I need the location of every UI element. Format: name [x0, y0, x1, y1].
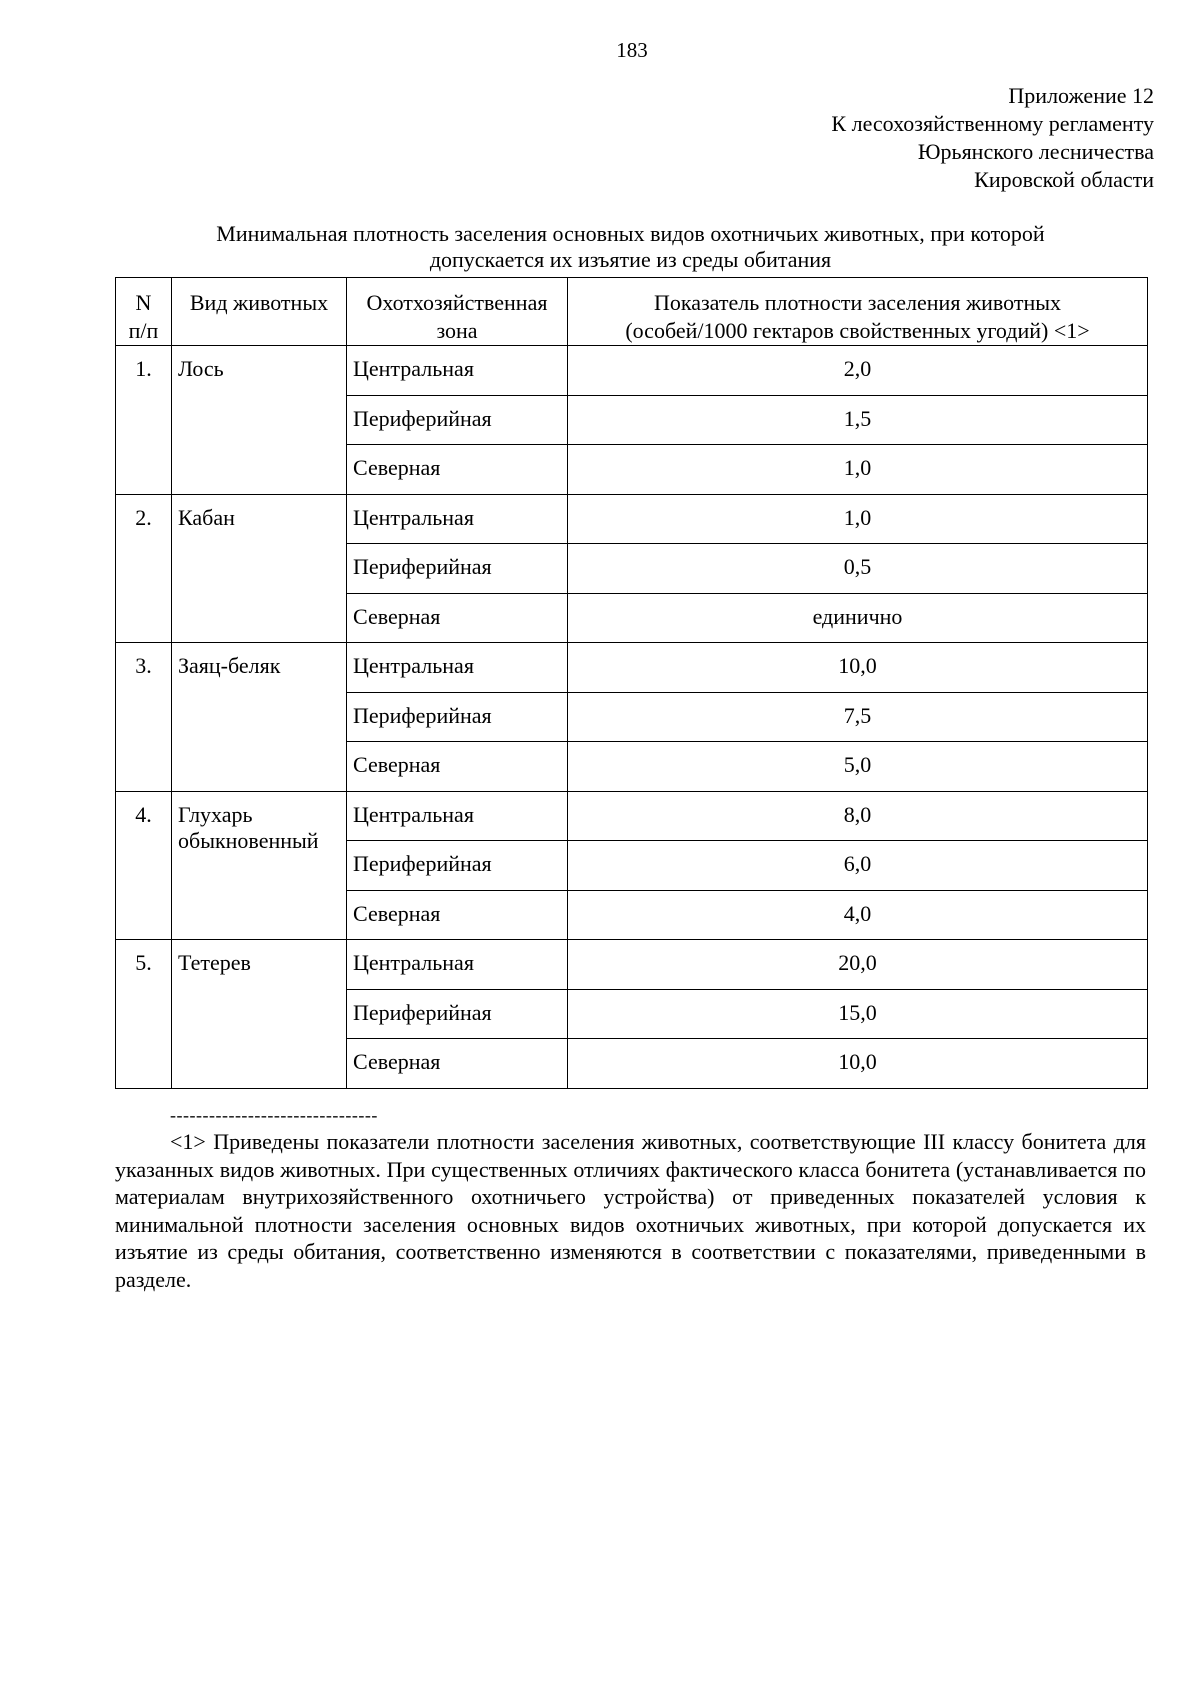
document-title — [115, 221, 1146, 273]
appendix-reference — [831, 82, 1154, 194]
density-value: 10,0 — [568, 1039, 1148, 1089]
header-text: (особей/1000 гектаров свойственных угодий) <1> — [625, 318, 1090, 343]
zone-name: Центральная — [347, 494, 568, 544]
zone-name: Северная — [347, 445, 568, 495]
zone-name: Периферийная — [347, 841, 568, 891]
species-name: Лось — [172, 346, 347, 495]
zone-name: Центральная — [347, 940, 568, 990]
appendix-line: Юрьянского лесничества — [917, 139, 1154, 164]
species-name — [172, 791, 347, 940]
density-value: единично — [568, 593, 1148, 643]
density-value: 1,5 — [568, 395, 1148, 445]
header-density-value — [568, 278, 1148, 346]
zone-name: Периферийная — [347, 989, 568, 1039]
header-text: Охотхозяйственная — [366, 290, 548, 315]
density-value: 0,5 — [568, 544, 1148, 594]
footnote-text: <1> Приведены показатели плотности заселения животных, соответствующие III классу бонитета для указанных видов животных. При существенных отличиях фактического класса бонитета (устанавливается по материалам внутрихозяйственного охотничьего устройства) от приведенных показателей условия к минимальной плотности заселения основных видов охотничьих животных, при которой допускается их изъятие из среды обитания, соответственно изменяются в соответствии с показателями, приведенными в разделе. — [115, 1129, 1146, 1292]
row-number: 3. — [116, 643, 172, 792]
header-text: Вид животных — [189, 290, 329, 315]
table-header-row — [116, 278, 1148, 346]
footnote-separator: -------------------------------- — [170, 1105, 378, 1125]
density-value: 6,0 — [568, 841, 1148, 891]
density-value: 5,0 — [568, 742, 1148, 792]
appendix-line: Приложение 12 — [1008, 83, 1154, 108]
species-name: Заяц-беляк — [172, 643, 347, 792]
zone-name: Периферийная — [347, 544, 568, 594]
zone-name: Периферийная — [347, 395, 568, 445]
header-species — [172, 278, 347, 346]
zone-name: Центральная — [347, 643, 568, 693]
zone-name: Северная — [347, 742, 568, 792]
species-name: Кабан — [172, 494, 347, 643]
species-name-line: обыкновенный — [178, 827, 319, 853]
appendix-line: К лесохозяйственному регламенту — [831, 111, 1154, 136]
zone-name: Центральная — [347, 791, 568, 841]
zone-name: Периферийная — [347, 692, 568, 742]
density-value: 1,0 — [568, 494, 1148, 544]
row-number: 4. — [116, 791, 172, 940]
density-value: 10,0 — [568, 643, 1148, 693]
page-number: 183 — [616, 38, 648, 62]
row-number: 1. — [116, 346, 172, 495]
table-row — [116, 940, 1148, 990]
species-name: Тетерев — [172, 940, 347, 1089]
header-text: Показатель плотности заселения животных — [653, 290, 1062, 315]
title-line: допускается их изъятие из среды обитания — [429, 247, 832, 272]
zone-name: Северная — [347, 1039, 568, 1089]
species-name-line: Глухарь — [178, 801, 253, 827]
table-row — [116, 643, 1148, 693]
header-text: N — [135, 290, 152, 315]
zone-name: Центральная — [347, 346, 568, 396]
title-line: Минимальная плотность заселения основных видов охотничьих животных, при которой — [216, 221, 1045, 246]
density-value: 7,5 — [568, 692, 1148, 742]
row-number: 5. — [116, 940, 172, 1089]
table-row — [116, 494, 1148, 544]
table-row — [116, 346, 1148, 396]
density-value: 8,0 — [568, 791, 1148, 841]
header-text: зона — [436, 318, 478, 343]
density-value: 4,0 — [568, 890, 1148, 940]
table-row — [116, 791, 1148, 841]
density-value: 1,0 — [568, 445, 1148, 495]
density-value: 20,0 — [568, 940, 1148, 990]
zone-name: Северная — [347, 593, 568, 643]
header-text: п/п — [128, 318, 159, 343]
appendix-line: Кировской области — [974, 167, 1154, 192]
header-zone — [347, 278, 568, 346]
row-number: 2. — [116, 494, 172, 643]
density-table — [115, 277, 1148, 1089]
zone-name: Северная — [347, 890, 568, 940]
density-value: 15,0 — [568, 989, 1148, 1039]
header-number — [116, 278, 172, 346]
density-value: 2,0 — [568, 346, 1148, 396]
